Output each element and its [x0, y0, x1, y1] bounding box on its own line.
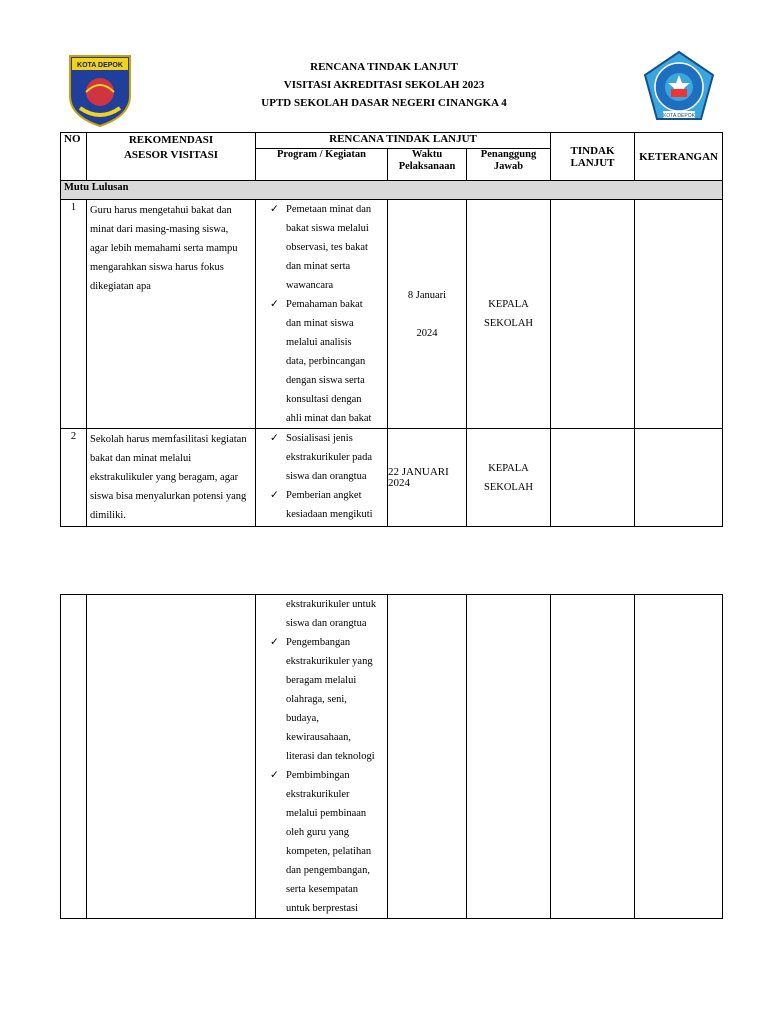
program-line: data, perbincangan: [286, 356, 366, 367]
rek-line: mengarahkan siswa harus fokus: [90, 262, 224, 273]
col-tindak-line1: TINDAK: [570, 144, 615, 157]
row-penanggung-jawab: [467, 429, 551, 527]
row-rekomendasi: [87, 595, 256, 919]
row-keterangan: [635, 595, 723, 919]
program-line: ekstrakurikuler: [286, 789, 350, 800]
col-penanggung-jawab: [467, 149, 551, 181]
waktu-line: 8 Januari: [407, 289, 447, 301]
program-line: siswa dan orangtua: [286, 618, 367, 629]
program-line: beragam melalui: [286, 675, 357, 686]
checkmark-icon: ✓: [270, 299, 279, 310]
doc-title: RENCANA TINDAK LANJUT: [310, 61, 458, 73]
program-line: siswa dan orangtua: [286, 471, 367, 482]
rek-line: Sekolah harus memfasilitasi kegiatan: [90, 434, 247, 445]
program-line: kompeten, pelatihan: [286, 846, 372, 857]
program-line: dengan siswa serta: [286, 375, 365, 386]
pj-line: KEPALA: [488, 462, 529, 474]
program-line: kesiadaan mengikuti: [286, 509, 373, 520]
table-row: [61, 429, 723, 527]
program-line: dan minat siswa: [286, 318, 354, 329]
row-tindak-lanjut: [551, 429, 635, 527]
program-line: Pemberian angket: [286, 490, 362, 501]
checkmark-icon: ✓: [270, 204, 279, 215]
program-item: [260, 486, 387, 524]
program-item: [260, 429, 387, 486]
program-line: wawancara: [286, 280, 334, 291]
program-line: melalui pembinaan: [286, 808, 367, 819]
col-rek-line1: REKOMENDASI: [128, 134, 214, 146]
program-line: Pengembangan: [286, 637, 351, 648]
doc-subtitle: VISITASI AKREDITASI SEKOLAH 2023: [283, 79, 485, 91]
row-program: [256, 429, 388, 527]
waktu-line: 2024: [416, 327, 438, 339]
rek-line: siswa bisa menyalurkan potensi yang: [90, 491, 247, 502]
table-row: [61, 595, 723, 919]
row-tindak-lanjut: [551, 595, 635, 919]
row-tindak-lanjut: [551, 200, 635, 429]
row-waktu: [388, 200, 467, 429]
col-no: NO: [61, 133, 87, 181]
program-line: bakat siswa melalui: [286, 223, 369, 234]
document-header: [0, 58, 768, 112]
program-item: [260, 633, 387, 766]
row-no: [61, 595, 87, 919]
row-no: 1: [61, 200, 87, 429]
checkmark-icon: ✓: [270, 490, 279, 501]
program-continued: [256, 595, 387, 633]
rtl-table: [60, 132, 723, 527]
program-line: olahraga, seni,: [286, 694, 347, 705]
program-item: [260, 295, 387, 428]
col-pj-line2: Jawab: [493, 161, 524, 172]
program-line: ekstrakurikuler untuk: [286, 599, 377, 610]
col-waktu-line1: Waktu: [411, 149, 443, 160]
program-line: observasi, tes bakat: [286, 242, 368, 253]
row-program: [256, 200, 388, 429]
rtl-table-continued: [60, 594, 723, 919]
col-rekomendasi: [87, 133, 256, 181]
rek-line: bakat dan minat melalui: [90, 453, 192, 464]
program-line: dan pengembangan,: [286, 865, 370, 876]
rek-line: Guru harus mengetahui bakat dan: [90, 205, 232, 216]
program-line: kewirausahaan,: [286, 732, 352, 743]
program-line: untuk berprestasi: [286, 903, 359, 914]
program-line: serta kesempatan: [286, 884, 359, 895]
program-line: budaya,: [286, 713, 319, 724]
pj-line: SEKOLAH: [484, 318, 534, 329]
row-no: 2: [61, 429, 87, 527]
program-item: [260, 766, 387, 918]
program-line: ahli minat dan bakat: [286, 413, 372, 424]
col-tindak-lanjut: [551, 133, 635, 181]
rek-line: dikegiatan apa: [90, 281, 151, 292]
row-rekomendasi: [87, 200, 256, 429]
section-mutu-lulusan: Mutu Lulusan: [61, 181, 723, 200]
program-line: melalui analisis: [286, 337, 352, 348]
checkmark-icon: ✓: [270, 433, 279, 444]
col-keterangan: KETERANGAN: [635, 133, 723, 181]
row-penanggung-jawab: [467, 595, 551, 919]
program-line: Sosialisasi jenis: [286, 433, 353, 444]
program-line: ekstrakurikuler yang: [286, 656, 373, 667]
program-line: ekstrakurikuler pada: [286, 452, 373, 463]
rek-line: ekstrakulikuler yang beragam, agar: [90, 472, 239, 483]
program-item: [260, 200, 387, 295]
col-tindak-line2: LANJUT: [570, 156, 615, 169]
rek-line: dimiliki.: [90, 510, 126, 521]
rek-line: minat dari masing-masing siswa,: [90, 224, 229, 235]
col-program: Program / Kegiatan: [256, 149, 388, 181]
row-waktu: [388, 595, 467, 919]
col-waktu: [388, 149, 467, 181]
col-rek-line2: ASESOR VISITASI: [123, 149, 219, 161]
rek-line: agar lebih memahami serta mampu: [90, 243, 238, 254]
row-penanggung-jawab: [467, 200, 551, 429]
row-keterangan: [635, 429, 723, 527]
checkmark-icon: ✓: [270, 770, 279, 781]
logo-right-text-bottom: KOTA DEPOK: [663, 113, 695, 119]
col-rtl: RENCANA TINDAK LANJUT: [256, 133, 551, 149]
table-row: [61, 200, 723, 429]
row-program: [256, 595, 388, 919]
pj-line: KEPALA: [488, 299, 529, 310]
col-pj-line1: Penanggung: [480, 149, 537, 160]
waktu-line: 2024: [388, 476, 410, 489]
checkmark-icon: ✓: [270, 637, 279, 648]
program-line: konsultasi dengan: [286, 394, 362, 405]
doc-school-name: UPTD SEKOLAH DASAR NEGERI CINANGKA 4: [261, 97, 507, 109]
waktu-line: 22 JANUARI: [388, 465, 449, 478]
row-keterangan: [635, 200, 723, 429]
program-line: Pemahaman bakat: [286, 299, 363, 310]
logo-left-text-top: KOTA DEPOK: [77, 62, 123, 69]
row-waktu: [388, 429, 467, 527]
program-line: literasi dan teknologi: [286, 751, 375, 762]
pj-line: SEKOLAH: [484, 481, 534, 493]
col-waktu-line2: Pelaksanaan: [398, 161, 456, 172]
program-line: Pemetaan minat dan: [286, 204, 372, 215]
program-line: dan minat serta: [286, 261, 351, 272]
program-line: oleh guru yang: [286, 827, 349, 838]
row-rekomendasi: [87, 429, 256, 527]
program-line: Pembimbingan: [286, 770, 350, 781]
